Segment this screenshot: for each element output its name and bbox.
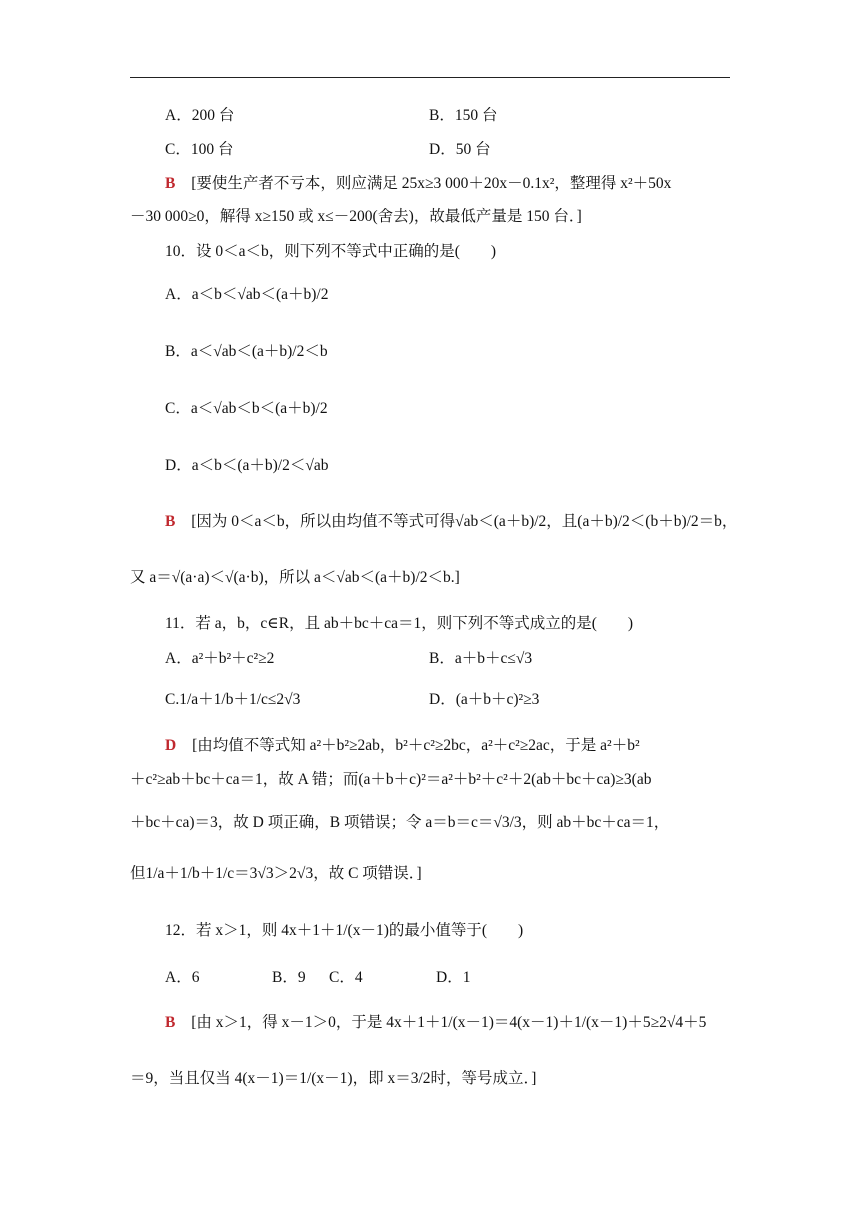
q12-option-d: D．1	[436, 969, 471, 986]
q10-option-a: A．a＜b＜√ab＜(a＋b)/2	[165, 286, 329, 303]
q12-solution-line-2: ＝9，当且仅当 4(x－1)＝1/(x－1)，即 x＝3/2时，等号成立．]	[130, 1070, 537, 1087]
q10-answer: B	[165, 513, 176, 530]
q12-stem: 12．若 x＞1，则 4x＋1＋1/(x－1)的最小值等于( )	[165, 922, 524, 939]
q10-option-d: D．a＜b＜(a＋b)/2＜√ab	[165, 457, 329, 474]
q11-stem: 11．若 a，b，c∈R，且 ab＋bc＋ca＝1，则下列不等式成立的是( )	[165, 615, 634, 632]
q11-solution-line-3: ＋bc＋ca)＝3，故 D 项正确，B 项错误；令 a＝b＝c＝√3/3，则 ab＋bc＋ca＝1，	[130, 814, 670, 831]
q9-answer: B	[165, 175, 176, 192]
q11-solution-text-1: [由均值不等式知 a²＋b²≥2ab，b²＋c²≥2bc，a²＋c²≥2ac，于是 a²＋b²	[192, 737, 640, 754]
q10-option-b: B．a＜√ab＜(a＋b)/2＜b	[165, 343, 328, 360]
q10-solution-line-1	[165, 514, 737, 530]
q11-answer: D	[165, 737, 177, 754]
q9-option-b: B．150 台	[429, 107, 498, 124]
q11-solution-line-2: ＋c²≥ab＋bc＋ca＝1，故 A 错；而(a＋b＋c)²＝a²＋b²＋c²＋2(ab＋bc＋ca)≥3(ab	[130, 771, 652, 788]
q12-option-c: C．4	[329, 969, 363, 986]
q11-option-b: B．a＋b＋c≤√3	[429, 650, 533, 667]
q10-stem: 10．设 0＜a＜b，则下列不等式中正确的是( )	[165, 243, 497, 260]
q11-solution-line-4: 但1/a＋1/b＋1/c＝3√3＞2√3，故 C 项错误．]	[130, 865, 422, 882]
q9-solution-text-1: [要使生产者不亏本，则应满足 25x≥3 000＋20x－0.1x²，整理得 x²＋50x	[191, 175, 672, 192]
q12-solution-text-1: [由 x＞1，得 x－1＞0，于是 4x＋1＋1/(x－1)＝4(x－1)＋1/(x－1)＋5≥2√4＋5	[191, 1014, 707, 1031]
q11-option-d: D．(a＋b＋c)²≥3	[429, 691, 540, 708]
q12-option-a: A．6	[165, 969, 200, 986]
q10-option-c: C．a＜√ab＜b＜(a＋b)/2	[165, 400, 328, 417]
q9-option-c: C．100 台	[165, 141, 234, 158]
q11-option-c: C.1/a＋1/b＋1/c≤2√3	[165, 691, 301, 708]
q9-solution-line-1	[165, 176, 671, 192]
q9-option-d: D．50 台	[429, 141, 491, 158]
q11-solution-line-1	[165, 738, 640, 754]
q10-solution-text-1: [因为 0＜a＜b，所以由均值不等式可得√ab＜(a＋b)/2，且(a＋b)/2＜(b＋b)/2＝b，	[191, 513, 738, 530]
q11-option-a: A．a²＋b²＋c²≥2	[165, 650, 275, 667]
q12-answer: B	[165, 1014, 176, 1031]
q9-solution-line-2: －30 000≥0，解得 x≥150 或 x≤－200(舍去)，故最低产量是 150 台．]	[130, 208, 582, 225]
q12-option-b: B．9	[272, 969, 306, 986]
q12-solution-line-1	[165, 1015, 706, 1031]
q9-option-a: A．200 台	[165, 107, 235, 124]
q10-solution-line-2: 又 a＝√(a·a)＜√(a·b)，所以 a＜√ab＜(a＋b)/2＜b.]	[130, 569, 460, 586]
header-rule	[130, 77, 730, 78]
